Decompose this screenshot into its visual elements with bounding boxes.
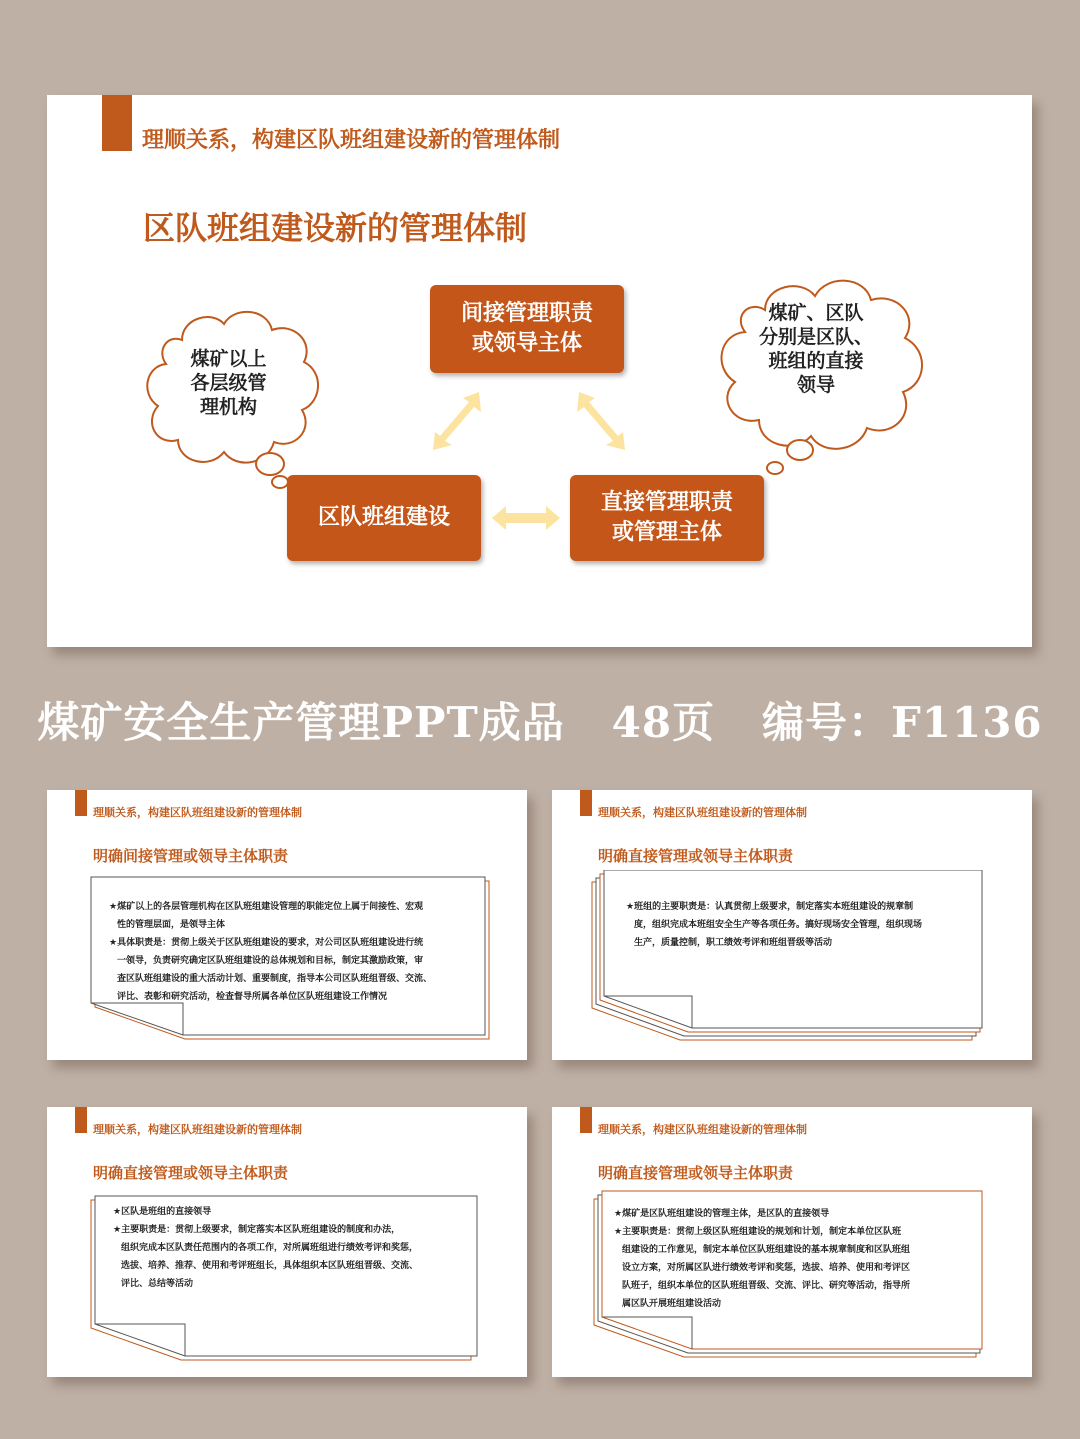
product-banner: 煤矿安全生产管理PPT成品 48页 编号：F1136: [37, 698, 1043, 747]
direct-management-box: [570, 475, 764, 561]
slide-preview-3: [47, 1107, 527, 1377]
header-accent-bar: [75, 790, 87, 816]
slide-header-title: 理顺关系，构建区队班组建设新的管理体制: [93, 1123, 302, 1136]
slide-subtitle: 区队班组建设新的管理体制: [143, 209, 528, 247]
text-line: ★区队是班组的直接领导: [113, 1207, 212, 1217]
slide-header-title: 理顺关系，构建区队班组建设新的管理体制: [598, 1123, 807, 1136]
text-line: 评比、总结等活动: [121, 1279, 194, 1289]
slide-preview-2: [552, 790, 1032, 1060]
text-line: 性的管理层面，是领导主体: [117, 920, 226, 930]
text-line: 设立方案，对所属区队进行绩效考评和奖惩，选拔、培养、使用和考评区: [622, 1263, 911, 1273]
indirect-management-label: 间接管理职责 或领导主体: [460, 301, 593, 356]
slide-subtitle: 明确直接管理或领导主体职责: [598, 847, 794, 865]
double-arrow-right-diagonal: [571, 390, 631, 454]
text-line: 度，组织完成本班组安全生产等各项任务。搞好现场安全管理，组织现场: [634, 920, 923, 930]
paper-stack-graphic: [590, 870, 985, 1045]
header-accent-bar: [580, 1107, 592, 1133]
team-building-label: 区队班组建设: [317, 505, 450, 530]
text-line: 一领导，负责研究确定区队班组建设的总体规划和目标，制定其激励政策，审: [117, 956, 424, 966]
slide-body-text: [109, 898, 479, 1006]
slide-body-text: [626, 898, 976, 952]
header-accent-bar: [75, 1107, 87, 1133]
text-line: 队班子，组织本单位的区队班组晋级、交流、评比、研究等活动，指导所: [622, 1281, 911, 1291]
double-arrow-horizontal: [490, 503, 562, 533]
slide-header-title: 理顺关系，构建区队班组建设新的管理体制: [93, 806, 302, 819]
text-line: 选拔、培养、推荐、使用和考评班组长，具体组织本区队班组晋级、交流、: [121, 1261, 419, 1271]
text-line: ★煤矿是区队班组建设的管理主体，是区队的直接领导: [614, 1209, 830, 1219]
slide-header-title: 理顺关系，构建区队班组建设新的管理体制: [142, 128, 561, 153]
header-accent-bar: [102, 95, 132, 151]
slide-body-text: [113, 1203, 473, 1293]
text-line: 生产，质量控制，职工绩效考评和班组晋级等活动: [634, 938, 833, 948]
indirect-management-box: [430, 285, 624, 373]
slide-preview-4: [552, 1107, 1032, 1377]
text-line: ★主要职责是：贯彻上级区队班组建设的规划和计划，制定本单位区队班: [614, 1227, 902, 1237]
text-line: 属区队开展班组建设活动: [622, 1299, 722, 1309]
direct-management-label: 直接管理职责 或管理主体: [600, 490, 733, 545]
slide-subtitle: 明确间接管理或领导主体职责: [93, 847, 289, 865]
text-line: 评比、表彰和研究活动，检查督导所属各单位区队班组建设工作情况: [117, 992, 388, 1002]
cloud-left-text: 煤矿以上 各层级管 理机构: [190, 348, 267, 418]
text-line: 组织完成本区队责任范围内的各项工作，对所属班组进行绩效考评和奖惩，: [121, 1243, 419, 1253]
header-accent-bar: [580, 790, 592, 816]
main-slide: [47, 95, 1032, 647]
slide-preview-1: [47, 790, 527, 1060]
text-line: 组建设的工作意见，制定本单位区队班组建设的基本规章制度和区队班组: [622, 1245, 911, 1255]
slide-subtitle: 明确直接管理或领导主体职责: [93, 1164, 289, 1182]
team-building-box: [287, 475, 481, 561]
text-line: ★主要职责是：贯彻上级要求，制定落实本区队班组建设的制度和办法，: [113, 1225, 401, 1235]
slide-body-text: [614, 1205, 974, 1313]
text-line: ★具体职责是：贯彻上级关于区队班组建设的要求，对公司区队班组建设进行统: [109, 938, 424, 948]
cloud-right-text: 煤矿、区队 分别是区队、 班组的直接 领导: [758, 302, 873, 396]
double-arrow-left-diagonal: [427, 390, 487, 454]
text-line: ★班组的主要职责是：认真贯彻上级要求，制定落实本班组建设的规章制: [626, 902, 914, 912]
slide-header-title: 理顺关系，构建区队班组建设新的管理体制: [598, 806, 807, 819]
text-line: ★煤矿以上的各层管理机构在区队班组建设管理的职能定位上属于间接性、宏观: [109, 902, 424, 912]
text-line: 查区队班组建设的重大活动计划、重要制度，指导本公司区队班组晋级、交流、: [117, 974, 433, 984]
slide-subtitle: 明确直接管理或领导主体职责: [598, 1164, 794, 1182]
